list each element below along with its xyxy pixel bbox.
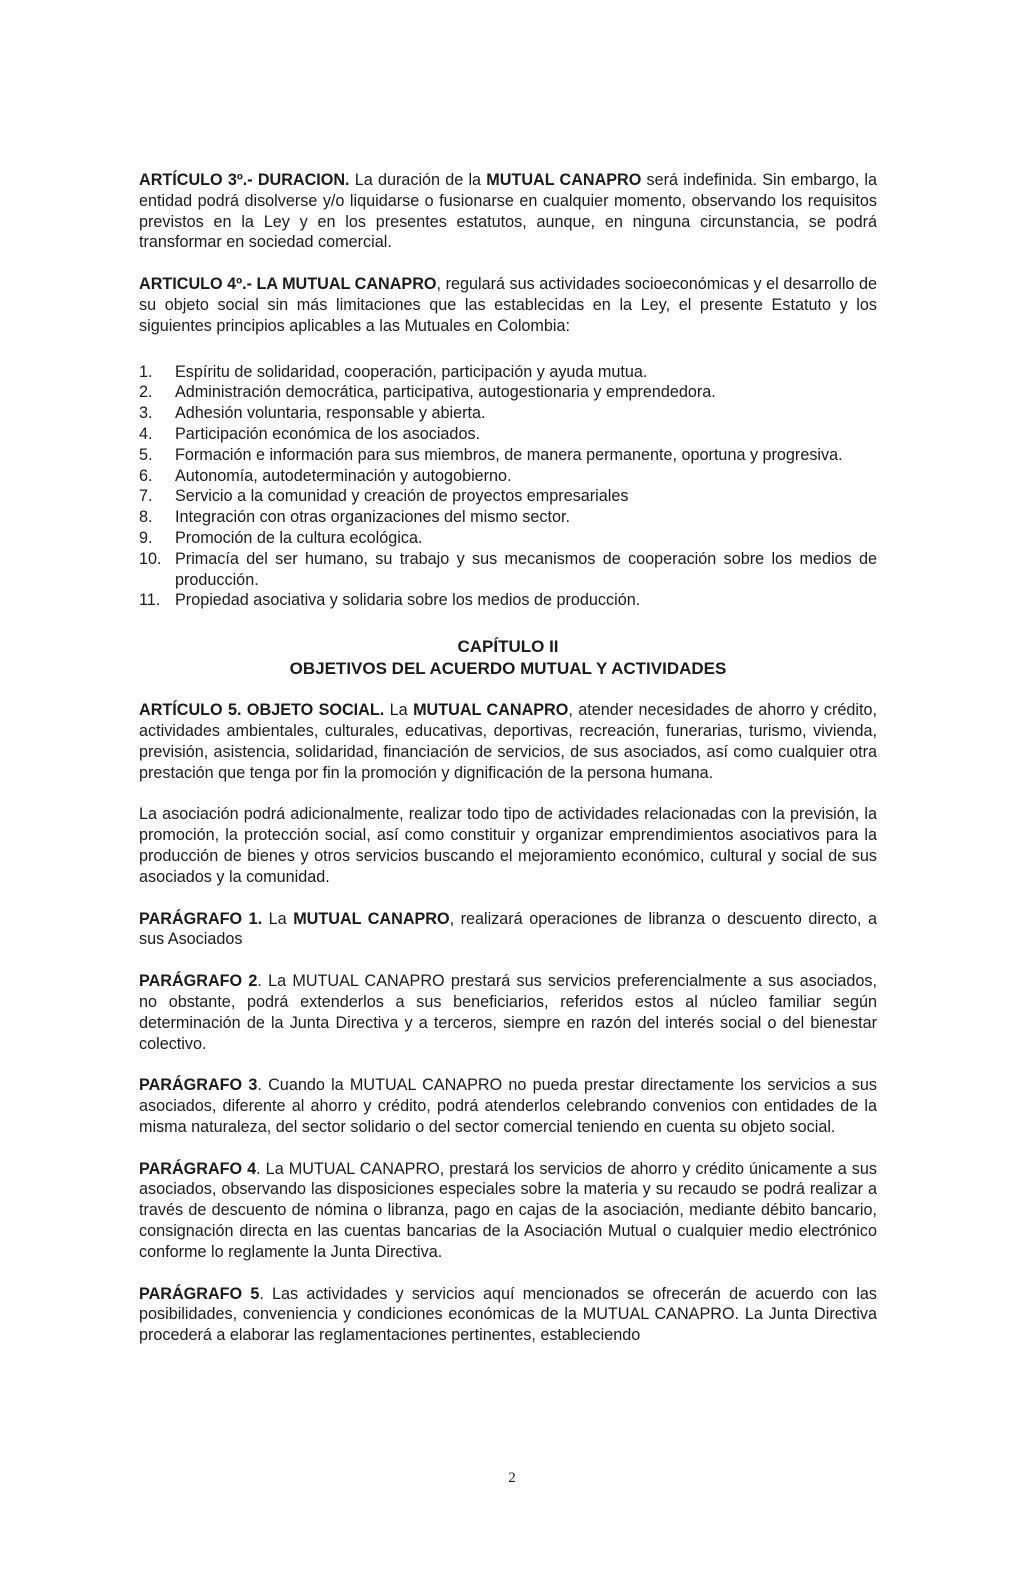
chapter-subtitle: OBJETIVOS DEL ACUERDO MUTUAL Y ACTIVIDADES: [289, 658, 727, 678]
list-item-text: Espíritu de solidaridad, cooperación, participación y ayuda mutua.: [175, 362, 648, 381]
paragraph-3-heading: PARÁGRAFO 3: [139, 1076, 258, 1095]
list-item-number: 2.: [139, 383, 153, 402]
paragraph-4: PARÁGRAFO 4. La MUTUAL CANAPRO, prestará los servicios de ahorro y crédito únicamente a sus asociados, observando las disposiciones especiales sobre la materia y su recaudo se podrá realizar a través de descuento de nómina o libranza, pago en cajas de la asociación, mediante débito bancario, consignación directa en las cuentas bancarias de la Asociación Mutual o cualquier medio electrónico conforme lo reglamente la Junta Directiva.: [139, 1159, 877, 1261]
document-body: [139, 170, 877, 1346]
list-item-number: 5.: [139, 445, 153, 464]
list-item-text: Autonomía, autodeterminación y autogobierno.: [175, 466, 512, 485]
list-item: [139, 590, 877, 611]
list-item-number: 1.: [139, 362, 153, 381]
list-item-text: Servicio a la comunidad y creación de proyectos empresariales: [175, 487, 629, 506]
article-4: ARTICULO 4º.- LA MUTUAL CANAPRO, regulará sus actividades socioeconómicas y el desarrollo de su objeto social sin más limitaciones que las establecidas en la Ley, el presente Estatuto y los siguientes principios aplicables a las Mutuales en Colombia:: [139, 275, 877, 335]
list-item-number: 3.: [139, 404, 153, 423]
paragraph-1: PARÁGRAFO 1. La MUTUAL CANAPRO, realizará operaciones de libranza o descuento directo, a sus Asociados: [139, 909, 877, 949]
list-item-number: 6.: [139, 466, 153, 485]
list-item: [139, 528, 877, 549]
list-item-text: Integración con otras organizaciones del mismo sector.: [175, 508, 570, 527]
paragraph-5: PARÁGRAFO 5. Las actividades y servicios aquí mencionados se ofrecerán de acuerdo con las posibilidades, conveniencia y condiciones económicas de la MUTUAL CANAPRO. La Junta Directiva procederá a elaborar las reglamentaciones pertinentes, estableciendo: [139, 1284, 877, 1345]
article-4-heading: ARTICULO 4º.- LA MUTUAL CANAPRO: [139, 275, 437, 294]
paragraph-1-heading: PARÁGRAFO 1.: [139, 909, 263, 928]
list-item: [139, 549, 877, 591]
chapter-title: CAPÍTULO II: [457, 637, 559, 657]
list-item-text: Promoción de la cultura ecológica.: [175, 528, 423, 547]
list-item: [139, 445, 877, 466]
list-item-text: Participación económica de los asociados.: [175, 424, 481, 443]
list-item: [139, 486, 877, 507]
list-item-text: Propiedad asociativa y solidaria sobre los medios de producción.: [175, 591, 641, 610]
list-item-number: 7.: [139, 487, 153, 506]
list-item-number: 9.: [139, 528, 153, 547]
principles-list: [139, 362, 877, 612]
article-3-heading: ARTÍCULO 3º.- DURACION.: [139, 171, 350, 189]
list-item-text: Formación e información para sus miembros, de manera permanente, oportuna y progresiva.: [175, 445, 843, 464]
list-item: [139, 362, 877, 383]
page-number: 2: [508, 1470, 516, 1486]
list-item-text: Primacía del ser humano, su trabajo y sus mecanismos de cooperación sobre los medios de producción.: [175, 549, 877, 589]
list-item: [139, 507, 877, 528]
list-item: [139, 403, 877, 424]
list-item-text: Adhesión voluntaria, responsable y abierta.: [175, 404, 486, 423]
paragraph-4-heading: PARÁGRAFO 4: [139, 1159, 257, 1178]
article-5: ARTÍCULO 5. OBJETO SOCIAL. La MUTUAL CANAPRO, atender necesidades de ahorro y crédito, actividades ambientales, culturales, educativas, deportivas, recreación, funerarias, turismo, vivienda, previsión, asistencia, solidaridad, financiación de servicios, de sus asociados, así como cualquier otra prestación que tenga por fin la promoción y dignificación de la persona humana.: [139, 701, 877, 782]
list-item: [139, 466, 877, 487]
paragraph-2: PARÁGRAFO 2. La MUTUAL CANAPRO prestará sus servicios preferencialmente a sus asociados, no obstante, podrá extenderlos a sus beneficiarios, referidos estos al núcleo familiar según determinación de la Junta Directiva y a terceros, siempre en razón del interés social o del bienestar colectivo.: [139, 972, 878, 1053]
article-3: ARTÍCULO 3º.- DURACION. La duración de la MUTUAL CANAPRO será indefinida. Sin embargo, la entidad podrá disolverse y/o liquidarse o fusionarse en cualquier momento, observando los requisitos previstos en la Ley y en los presentes estatutos, aunque, en ninguna circunstancia, se podrá transformar en sociedad comercial.: [139, 171, 877, 252]
list-item-number: 8.: [139, 508, 153, 527]
paragraph-3: PARÁGRAFO 3. Cuando la MUTUAL CANAPRO no pueda prestar directamente los servicios a sus asociados, diferente al ahorro y crédito, podrá atenderlos celebrando convenios con entidades de la misma naturaleza, del sector solidario o del sector comercial teniendo en cuenta su objeto social.: [139, 1076, 877, 1136]
paragraph-5-heading: PARÁGRAFO 5: [139, 1284, 260, 1303]
list-item: [139, 382, 877, 403]
list-item-number: 10.: [139, 549, 162, 568]
list-item-number: 11.: [139, 591, 161, 610]
asociacion-paragraph: La asociación podrá adicionalmente, realizar todo tipo de actividades relacionadas con la previsión, la promoción, la protección social, así como constituir y organizar emprendimientos asociativos para la producción de bienes y otros servicios buscando el mejoramiento económico, cultural y social de sus asociados y la comunidad.: [139, 805, 877, 886]
list-item-text: Administración democrática, participativa, autogestionaria y emprendedora.: [175, 383, 716, 402]
paragraph-2-heading: PARÁGRAFO 2: [139, 972, 258, 991]
list-item: [139, 424, 877, 445]
list-item-number: 4.: [139, 424, 153, 443]
article-5-heading: ARTÍCULO 5. OBJETO SOCIAL.: [139, 701, 385, 720]
